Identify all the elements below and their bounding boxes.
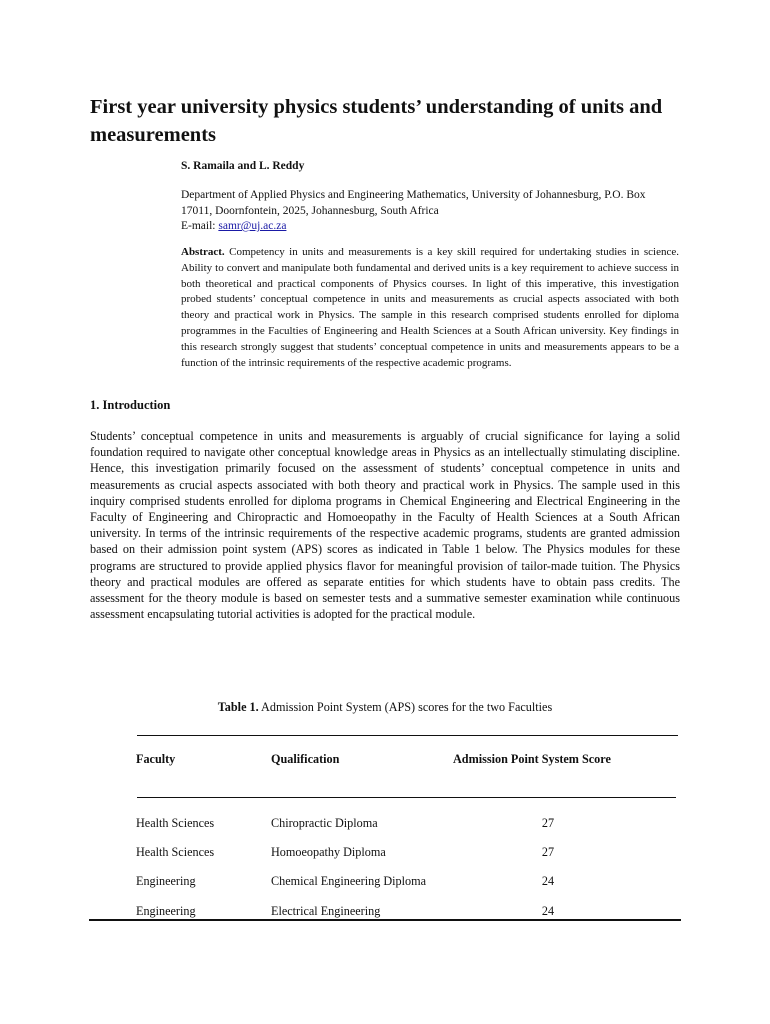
table-caption-label: Table 1. xyxy=(217,700,259,714)
table-header-aps-score: Admission Point System Score xyxy=(453,752,611,766)
table-cell-score: 24 xyxy=(541,904,555,918)
table-caption-text: Admission Point System (APS) scores for the two Faculties xyxy=(261,700,553,714)
authors: S. Ramaila and L. Reddy xyxy=(181,160,305,172)
table-cell-score: 27 xyxy=(541,816,555,830)
abstract-label: Abstract. xyxy=(181,246,225,258)
email-label: E-mail: xyxy=(181,220,216,232)
table-header-qualification: Qualification xyxy=(271,752,340,766)
table-cell-faculty: Engineering xyxy=(136,904,196,918)
table-caption xyxy=(90,700,680,715)
abstract-text: Competency in units and measurements is a key skill required for undertaking studies in science. Ability to convert and manipulate both fundamental and derived units is a key requirement to achieve success in both theoretical and practical components of Physics courses. In light of this imperative, this investigation probed students’ conceptual competence in units and measurements as crucial aspects associated with both theory and practical work in Physics. The sample in this research comprised students enrolled for diploma programmes in the Faculties of Engineering and Health Sciences at a South African university. Key findings in this research strongly suggest that students’ conceptual competence in units and measurements appears to be a function of the intrinsic requirements of the respective academic programs. xyxy=(181,246,679,369)
introduction-body: Students’ conceptual competence in units and measurements is arguably of crucial significance for laying a solid foundation required to navigate other conceptual knowledge areas in Physics as an intellectually stimulating discipline. Hence, this investigation primarily focused on the assessment of students’ conceptual competence in units and measurements as crucial aspects associated with both theory and practical work in Physics. The sample used in this inquiry comprised students enrolled for diploma programs in Chemical Engineering and Electrical Engineering in the Faculty of Engineering and Chiropractic and Homoeopathy in the Faculty of Health Sciences at a South African university. In terms of the intrinsic requirements of the respective academic programs, students are granted admission based on their admission point system (APS) scores as indicated in Table 1 below. The Physics modules for these programs are structured to provide applied physics flavor for meaningful provision of tailor-made tuition. The Physics theory and practical modules are offered as separate entities for which students have to obtain pass credits. The assessment for the theory module is based on semester tests and a summative semester examination while continuous assessment encapsulating tutorial activities is adopted for the practical module. xyxy=(90,429,680,622)
abstract xyxy=(181,245,679,371)
table-bottom-rule xyxy=(89,919,681,921)
table-cell-qualification: Chiropractic Diploma xyxy=(271,816,378,830)
table-cell-faculty: Engineering xyxy=(136,874,196,888)
table-header-rule xyxy=(137,797,676,798)
table-header-faculty: Faculty xyxy=(136,752,176,766)
table-top-rule xyxy=(137,735,678,736)
table-cell-qualification: Chemical Engineering Diploma xyxy=(271,874,427,888)
paper-title: First year university physics students’ understanding of units and measurements xyxy=(90,96,663,146)
table-cell-qualification: Electrical Engineering xyxy=(271,904,381,918)
table-cell-score: 27 xyxy=(541,845,555,859)
table-cell-qualification: Homoeopathy Diploma xyxy=(271,845,386,859)
table-cell-score: 24 xyxy=(541,874,555,888)
table-cell-faculty: Health Sciences xyxy=(136,816,215,830)
table-cell-faculty: Health Sciences xyxy=(136,845,215,859)
section-heading: 1. Introduction xyxy=(90,398,171,412)
email-link[interactable]: samr@uj.ac.za xyxy=(218,220,287,232)
affiliation: Department of Applied Physics and Engineering Mathematics, University of Johannesburg, P.O. Box 17011, Doornfontein, 2025, Johannesburg, South Africa xyxy=(181,189,646,217)
email-line xyxy=(181,218,286,234)
